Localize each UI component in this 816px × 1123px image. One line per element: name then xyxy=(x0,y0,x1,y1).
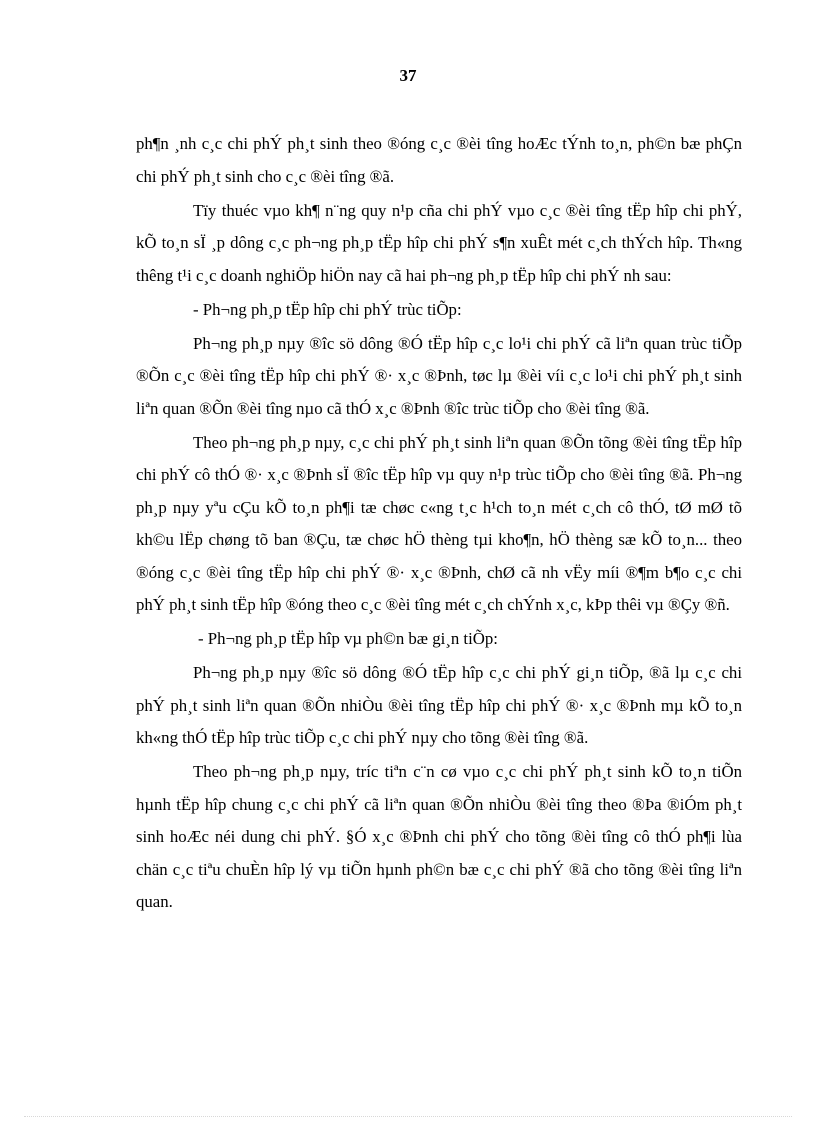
page-number: 37 xyxy=(399,66,417,85)
paragraph-cost-allocation-intro: Tïy thuéc vµo kh¶ n¨ng quy n¹p cña chi phÝ vµo c¸c ®èi tîng tËp hîp chi phÝ, kÕ to¸n sÏ ¸p dông c¸c ph¬ng ph¸p tËp hîp chi phÝ s¶n xuÊt mét c¸ch thÝch hîp. Th«ng thêng t¹i c¸c doanh nghiÖp hiÖn nay cã hai ph¬ng ph¸p tËp hîp chi phÝ nh sau: xyxy=(136,200,742,285)
paragraph-indirect-method-definition: Ph¬ng ph¸p nµy ®îc sö dông ®Ó tËp hîp c¸c chi phÝ gi¸n tiÕp, ®ã lµ c¸c chi phÝ ph¸t sinh liªn quan ®Õn nhiÒu ®èi tîng tËp hîp chi phÝ ®· x¸c ®Þnh mµ kÕ to¸n kh«ng thÓ tËp hîp trùc tiÕp c¸c chi phÝ nµy cho tõng ®èi tîng ®ã. xyxy=(136,663,742,747)
footer-divider xyxy=(24,1116,792,1117)
document-body xyxy=(136,128,742,920)
paragraph-indirect-method-detail: Theo ph¬ng ph¸p nµy, tríc tiªn c¨n cø vµo c¸c chi phÝ ph¸t sinh kÕ to¸n tiÕn hµnh tËp hîp chung c¸c chi phÝ cã liªn quan ®Õn nhiÒu ®èi tîng theo ®Þa ®iÓm ph¸t sinh hoÆc néi dung chi phÝ. §Ó x¸c ®Þnh chi phÝ cho tõng ®èi tîng cô thÓ ph¶i lùa chän c¸c tiªu chuÈn hîp lý vµ tiÕn hµnh ph©n bæ c¸c chi phÝ ®ã cho tõng ®èi tîng liªn quan. xyxy=(136,762,742,911)
heading-direct-method: - Ph¬ng ph¸p tËp hîp chi phÝ trùc tiÕp: xyxy=(193,299,462,319)
paragraph-direct-method-definition: Ph¬ng ph¸p nµy ®îc sö dông ®Ó tËp hîp c¸c lo¹i chi phÝ cã liªn quan trùc tiÕp ®Õn c¸c ®èi tîng tËp hîp chi phÝ ®· x¸c ®Þnh, tøc lµ ®èi víi c¸c lo¹i chi phÝ ph¸t sinh liªn quan ®Õn ®èi tîng nµo cã thÓ x¸c ®Þnh ®îc trùc tiÕp cho ®èi tîng ®ã. xyxy=(136,333,742,418)
paragraph-continuation: ph¶n ¸nh c¸c chi phÝ ph¸t sinh theo ®óng c¸c ®èi tîng hoÆc tÝnh to¸n, ph©n bæ phÇn chi phÝ ph¸t sinh cho c¸c ®èi tîng ®ã. xyxy=(136,134,742,186)
paragraph-direct-method-detail: Theo ph¬ng ph¸p nµy, c¸c chi phÝ ph¸t sinh liªn quan ®Õn tõng ®èi tîng tËp hîp chi phÝ cô thÓ ®· x¸c ®Þnh sÏ ®îc tËp hîp vµ quy n¹p trùc tiÕp cho ®èi tîng ®ã. Ph¬ng ph¸p nµy yªu cÇu kÕ to¸n ph¶i tæ chøc c«ng t¸c h¹ch to¸n mét c¸ch cô thÓ, tØ mØ tõ kh©u lËp chøng tõ ban ®Çu, tæ chøc hÖ thèng tµi kho¶n, hÖ thèng sæ kÕ to¸n... theo ®óng c¸c ®èi tîng tËp hîp chi phÝ ®· x¸c ®Þnh, chØ cã nh vËy míi ®¶m b¶o c¸c chi phÝ ph¸t sinh tËp hîp ®óng theo c¸c ®èi tîng mét c¸ch chÝnh x¸c, kÞp thêi vµ ®Çy ®ñ. xyxy=(136,432,742,614)
heading-indirect-method: - Ph¬ng ph¸p tËp hîp vµ ph©n bæ gi¸n tiÕp: xyxy=(198,629,498,648)
